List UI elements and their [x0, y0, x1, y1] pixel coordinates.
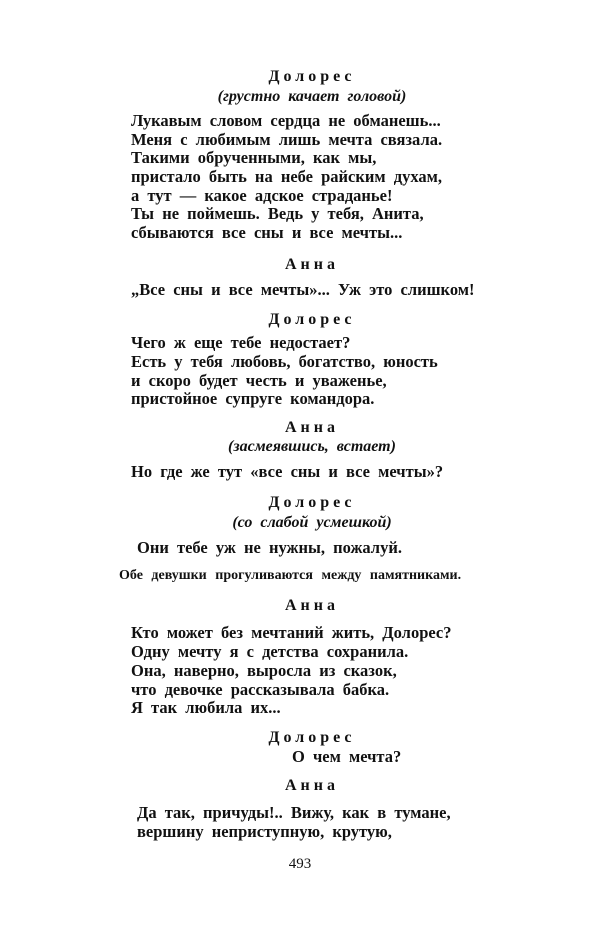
stage-direction: (со слабой усмешкой): [232, 514, 392, 531]
verse-line: Одну мечту я с детства сохранила.: [131, 642, 409, 661]
verse-line: Да так, причуды!.. Вижу, как в тумане,: [137, 803, 451, 822]
page-number: 493: [288, 856, 312, 872]
verse-line: сбываются все сны и все мечты...: [131, 223, 403, 242]
verse-line: Но где же тут «все сны и все мечты»?: [131, 462, 444, 481]
verse-line: Она, наверно, выросла из сказок,: [131, 661, 397, 680]
verse-line: „Все сны и все мечты»... Уж это слишком!: [131, 280, 475, 299]
speaker-name: Анна: [285, 419, 339, 436]
speaker-name: Анна: [285, 256, 339, 273]
verse-line: Они тебе уж не нужны, пожалуй.: [137, 538, 402, 557]
speaker-name: Долорес: [268, 494, 356, 511]
verse-line: Чего ж еще тебе недостает?: [131, 333, 351, 352]
verse-line: Ты не поймешь. Ведь у тебя, Анита,: [131, 204, 424, 223]
verse-line: О чем мечта?: [292, 747, 402, 766]
verse-line: Я так любила их...: [131, 698, 281, 717]
verse-line: и скоро будет честь и уваженье,: [131, 371, 387, 390]
verse-line: пристойное супруге командора.: [131, 389, 375, 408]
speaker-name: Анна: [285, 777, 339, 794]
speaker-name: Долорес: [268, 311, 356, 328]
verse-line: Такими обрученными, как мы,: [131, 148, 377, 167]
verse-line: вершину неприступную, крутую,: [137, 822, 392, 841]
narration: Обе девушки прогуливаются между памятниками.: [119, 568, 462, 583]
verse-line: Меня с любимым лишь мечта связала.: [131, 130, 443, 149]
verse-line: Кто может без мечтаний жить, Долорес?: [131, 623, 452, 642]
speaker-name: Анна: [285, 597, 339, 614]
stage-direction: (грустно качает головой): [217, 88, 407, 105]
verse-line: Есть у тебя любовь, богатство, юность: [131, 352, 438, 371]
speaker-name: Долорес: [268, 68, 356, 85]
verse-line: Лукавым словом сердца не обманешь...: [131, 111, 441, 130]
verse-line: пристало быть на небе райским духам,: [131, 167, 443, 186]
verse-line: что девочке рассказывала бабка.: [131, 680, 390, 699]
verse-line: а тут — какое адское страданье!: [131, 186, 393, 205]
speaker-name: Долорес: [268, 729, 356, 746]
stage-direction: (засмеявшись, встает): [228, 438, 396, 455]
